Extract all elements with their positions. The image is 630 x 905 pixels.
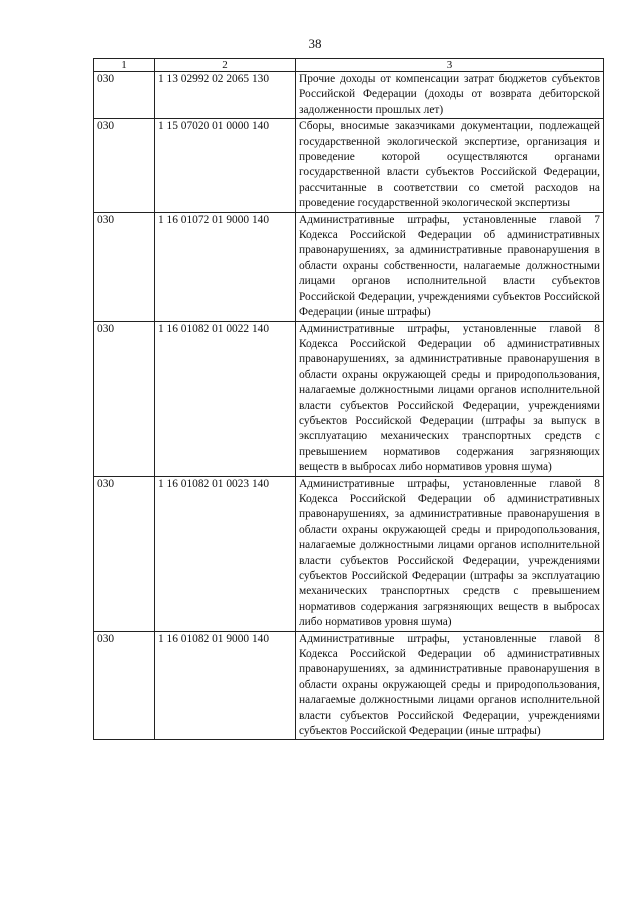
admin-code-cell: 030 [94, 212, 155, 321]
admin-code-cell: 030 [94, 72, 155, 119]
kbk-code-cell: 1 16 01082 01 0022 140 [155, 321, 296, 476]
column-header: 3 [296, 59, 604, 72]
description-cell: Прочие доходы от компенсации затрат бюджетов субъектов Российской Федерации (доходы от возврата дебиторской задолженности прошлых лет) [296, 72, 604, 119]
table-row [94, 631, 604, 740]
kbk-code-cell: 1 13 02992 02 2065 130 [155, 72, 296, 119]
table-row [94, 321, 604, 476]
page-number: 38 [308, 36, 322, 51]
column-header: 2 [155, 59, 296, 72]
admin-code-cell: 030 [94, 631, 155, 740]
table-row [94, 72, 604, 119]
description-cell: Административные штрафы, установленные главой 7 Кодекса Российской Федерации об административных правонарушениях, за административные правонарушения в области охраны собственности, налагаемые должностными лицами органов исполнительной власти субъектов Российской Федерации, учреждениями субъектов Российской Федерации (иные штрафы) [296, 212, 604, 321]
description-cell: Административные штрафы, установленные главой 8 Кодекса Российской Федерации об административных правонарушениях, за административные правонарушения в области охраны окружающей среды и природопользования, налагаемые должностными лицами органов исполнительной власти субъектов Российской Федерации, учреждениями субъектов Российской Федерации (штрафы за выпуск в эксплуатацию механических транспортных средств с превышением нормативов содержания загрязняющих веществ в выбросах либо нормативов уровня шума) [296, 321, 604, 476]
kbk-code-cell: 1 15 07020 01 0000 140 [155, 119, 296, 212]
kbk-code-cell: 1 16 01082 01 9000 140 [155, 631, 296, 740]
table-row [94, 476, 604, 631]
table-header-row [94, 59, 604, 72]
admin-code-cell: 030 [94, 476, 155, 631]
kbk-code-cell: 1 16 01082 01 0023 140 [155, 476, 296, 631]
column-header: 1 [94, 59, 155, 72]
description-cell: Административные штрафы, установленные главой 8 Кодекса Российской Федерации об административных правонарушениях, за административные правонарушения в области охраны окружающей среды и природопользования, налагаемые должностными лицами органов исполнительной власти субъектов Российской Федерации, учреждениями субъектов Российской Федерации (иные штрафы) [296, 631, 604, 740]
description-cell: Сборы, вносимые заказчиками документации, подлежащей государственной экологической экспертизе, организация и проведение которой осуществляются органами государственной власти субъектов Российской Федерации, рассчитанные в соответствии со сметой расходов на проведение государственной экологической экспертизы [296, 119, 604, 212]
description-cell: Административные штрафы, установленные главой 8 Кодекса Российской Федерации об административных правонарушениях, за административные правонарушения в области охраны окружающей среды и природопользования, налагаемые должностными лицами органов исполнительной власти субъектов Российской Федерации, учреждениями субъектов Российской Федерации (штрафы за эксплуатацию механических транспортных средств с превышением нормативов содержания загрязняющих веществ в выбросах либо нормативов уровня шума) [296, 476, 604, 631]
budget-classification-table [93, 58, 604, 740]
table-row [94, 212, 604, 321]
admin-code-cell: 030 [94, 119, 155, 212]
kbk-code-cell: 1 16 01072 01 9000 140 [155, 212, 296, 321]
table-row [94, 119, 604, 212]
admin-code-cell: 030 [94, 321, 155, 476]
